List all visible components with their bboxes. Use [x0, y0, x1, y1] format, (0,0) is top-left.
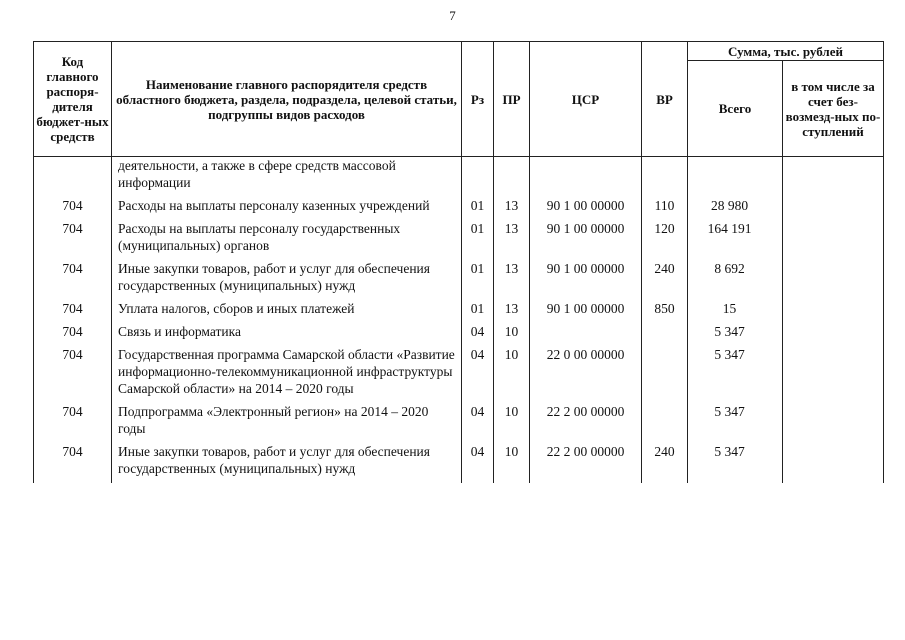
header-sum-group: Сумма, тыс. рублей [688, 42, 884, 61]
cell-name: Иные закупки товаров, работ и услуг для обеспечения государственных (муниципальных) нужд [112, 260, 462, 300]
cell-total: 5 347 [688, 323, 783, 346]
table-row [34, 323, 884, 346]
cell-total: 8 692 [688, 260, 783, 300]
cell-name: деятельности, а также в сфере средств массовой информации [112, 157, 462, 198]
cell-vr: 110 [642, 197, 688, 220]
cell-total: 5 347 [688, 443, 783, 483]
cell-pr: 10 [494, 443, 530, 483]
cell-total: 28 980 [688, 197, 783, 220]
cell-rz: 01 [462, 260, 494, 300]
cell-total [688, 157, 783, 198]
cell-csr [530, 157, 642, 198]
table-row [34, 220, 884, 260]
cell-vr: 240 [642, 260, 688, 300]
cell-code: 704 [34, 300, 112, 323]
header-free: в том числе за счет без-возмезд-ных по-ступлений [783, 61, 884, 157]
cell-csr: 90 1 00 00000 [530, 260, 642, 300]
cell-vr [642, 323, 688, 346]
cell-free [783, 197, 884, 220]
cell-csr: 22 2 00 00000 [530, 403, 642, 443]
cell-total: 15 [688, 300, 783, 323]
cell-free [783, 346, 884, 403]
cell-pr: 10 [494, 403, 530, 443]
cell-csr: 90 1 00 00000 [530, 300, 642, 323]
table-body [34, 157, 884, 484]
table-row [34, 403, 884, 443]
cell-code: 704 [34, 403, 112, 443]
cell-vr: 120 [642, 220, 688, 260]
cell-pr: 10 [494, 323, 530, 346]
cell-code: 704 [34, 197, 112, 220]
cell-pr: 13 [494, 260, 530, 300]
cell-rz: 04 [462, 346, 494, 403]
cell-free [783, 260, 884, 300]
cell-vr [642, 157, 688, 198]
cell-csr: 22 0 00 00000 [530, 346, 642, 403]
header-pr: ПР [494, 42, 530, 157]
cell-vr: 240 [642, 443, 688, 483]
cell-rz: 01 [462, 300, 494, 323]
cell-pr: 13 [494, 220, 530, 260]
cell-free [783, 403, 884, 443]
cell-csr: 22 2 00 00000 [530, 443, 642, 483]
cell-name: Расходы на выплаты персоналу государственных (муниципальных) органов [112, 220, 462, 260]
cell-pr: 13 [494, 197, 530, 220]
cell-code: 704 [34, 220, 112, 260]
header-code: Код главного распоря-дителя бюджет-ных средств [34, 42, 112, 157]
cell-csr [530, 323, 642, 346]
cell-vr [642, 346, 688, 403]
cell-vr: 850 [642, 300, 688, 323]
cell-name: Иные закупки товаров, работ и услуг для обеспечения государственных (муниципальных) нужд [112, 443, 462, 483]
cell-code: 704 [34, 346, 112, 403]
table-row [34, 300, 884, 323]
cell-free [783, 323, 884, 346]
cell-total: 164 191 [688, 220, 783, 260]
header-rz: Рз [462, 42, 494, 157]
cell-code: 704 [34, 260, 112, 300]
budget-table [33, 41, 884, 483]
cell-name: Уплата налогов, сборов и иных платежей [112, 300, 462, 323]
table-row [34, 197, 884, 220]
cell-free [783, 300, 884, 323]
header-csr: ЦСР [530, 42, 642, 157]
cell-name: Подпрограмма «Электронный регион» на 2014 – 2020 годы [112, 403, 462, 443]
cell-csr: 90 1 00 00000 [530, 197, 642, 220]
cell-total: 5 347 [688, 346, 783, 403]
header-row-1 [34, 42, 884, 61]
cell-code: 704 [34, 323, 112, 346]
cell-code [34, 157, 112, 198]
cell-pr: 13 [494, 300, 530, 323]
header-name: Наименование главного распорядителя средств областного бюджета, раздела, подраздела, целевой статьи, подгруппы видов расходов [112, 42, 462, 157]
page-number: 7 [449, 8, 456, 23]
cell-name: Связь и информатика [112, 323, 462, 346]
header-total: Всего [688, 61, 783, 157]
cell-rz: 01 [462, 220, 494, 260]
cell-vr [642, 403, 688, 443]
cell-csr: 90 1 00 00000 [530, 220, 642, 260]
table-row [34, 260, 884, 300]
header-vr: ВР [642, 42, 688, 157]
cell-name: Государственная программа Самарской области «Развитие информационно-телекоммуникационной инфраструктуры Самарской области» на 2014 – 2020 годы [112, 346, 462, 403]
cell-pr [494, 157, 530, 198]
cell-free [783, 157, 884, 198]
table-row [34, 443, 884, 483]
cell-pr: 10 [494, 346, 530, 403]
table-row [34, 157, 884, 198]
cell-free [783, 220, 884, 260]
cell-code: 704 [34, 443, 112, 483]
table-row [34, 346, 884, 403]
cell-name: Расходы на выплаты персоналу казенных учреждений [112, 197, 462, 220]
cell-rz: 04 [462, 403, 494, 443]
cell-rz: 04 [462, 443, 494, 483]
cell-free [783, 443, 884, 483]
cell-rz: 01 [462, 197, 494, 220]
cell-rz [462, 157, 494, 198]
cell-rz: 04 [462, 323, 494, 346]
cell-total: 5 347 [688, 403, 783, 443]
